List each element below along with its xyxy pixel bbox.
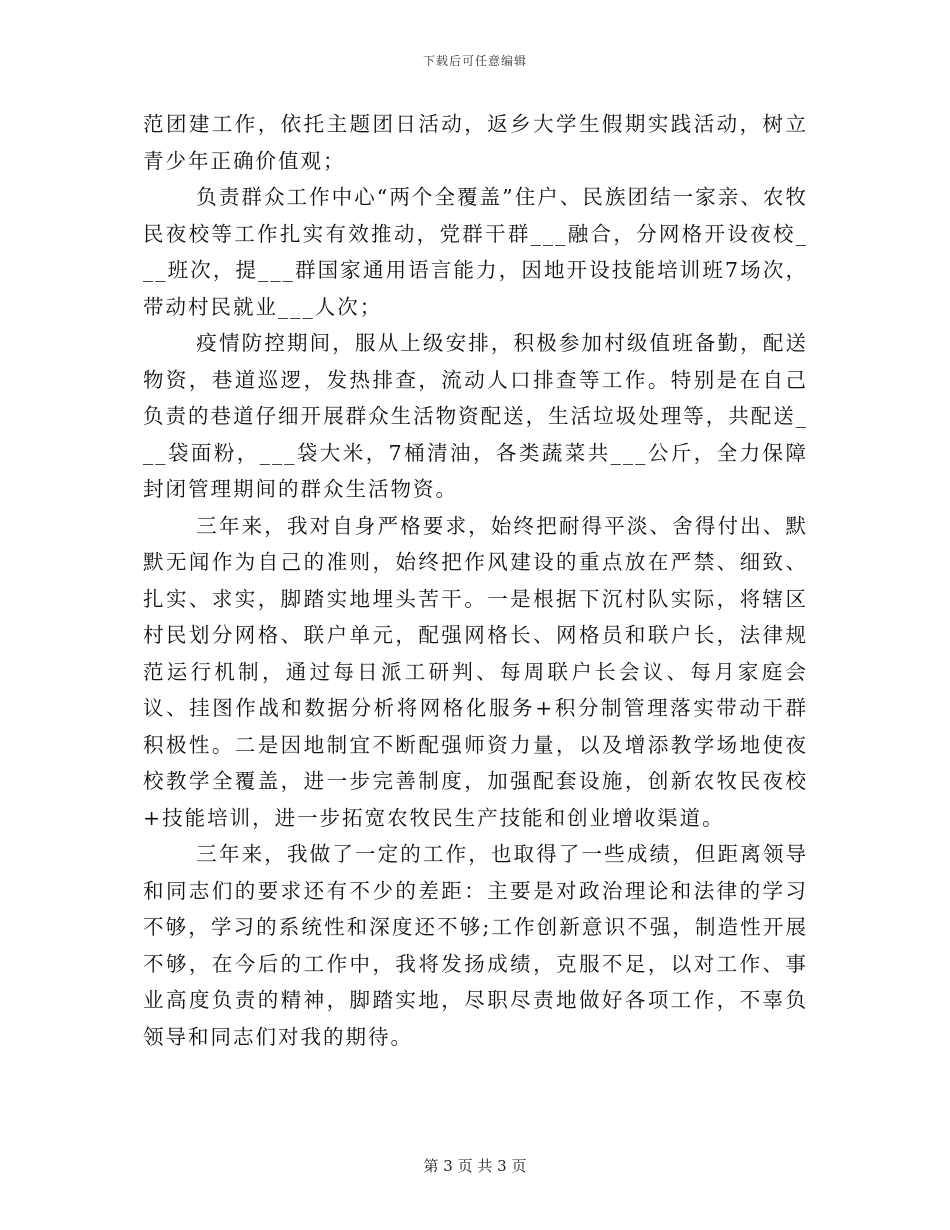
paragraph-2: 负责群众工作中心“两个全覆盖”住户、民族团结一家亲、农牧民夜校等工作扎实有效推动，党群干群___融合，分网格开设夜校___班次，提___群国家通用语言能力，因地开设技能培训班7场次，带动村民就业___人次； [143,185,808,319]
paragraph-5: 三年来，我做了一定的工作，也取得了一些成绩，但距离领导和同志们的要求还有不少的差距：主要是对政治理论和法律的学习不够，学习的系统性和深度还不够;工作创新意识不强，制造性开展不够，在今后的工作中，我将发扬成绩，克服不足，以对工作、事业高度负责的精神，脚踏实地，尽职尽责地做好各项工作，不辜负领导和同志们对我的期待。 [143,842,808,1049]
paragraph-3: 疫情防控期间，服从上级安排，积极参加村级值班备勤，配送物资，巷道巡逻，发热排查，流动人口排查等工作。特别是在自己负责的巷道仔细开展群众生活物资配送，生活垃圾处理等，共配送___袋面粉，___袋大米，7桶清油，各类蔬菜共___公斤，全力保障封闭管理期间的群众生活物资。 [143,331,808,501]
page-number-footer: 第 3 页 共 3 页 [423,1157,527,1175]
paragraph-4: 三年来，我对自身严格要求，始终把耐得平淡、舍得付出、默默无闻作为自己的准则，始终把作风建设的重点放在严禁、细致、扎实、求实，脚踏实地埋头苦干。一是根据下沉村队实际，将辖区村民划分网格、联户单元，配强网格长、网格员和联户长，法律规范运行机制，通过每日派工研判、每周联户长会议、每月家庭会议、挂图作战和数据分析将网格化服务+积分制管理落实带动干群积极性。二是因地制宜不断配强师资力量，以及增添教学场地使夜校教学全覆盖，进一步完善制度，加强配套设施，创新农牧民夜校+技能培训，进一步拓宽农牧民生产技能和创业增收渠道。 [143,513,808,830]
paragraph-1: 范团建工作，依托主题团日活动，返乡大学生假期实践活动，树立青少年正确价值观； [143,112,808,173]
page-header: 下载后可任意编辑 [422,54,527,68]
document-body [143,106,808,1055]
